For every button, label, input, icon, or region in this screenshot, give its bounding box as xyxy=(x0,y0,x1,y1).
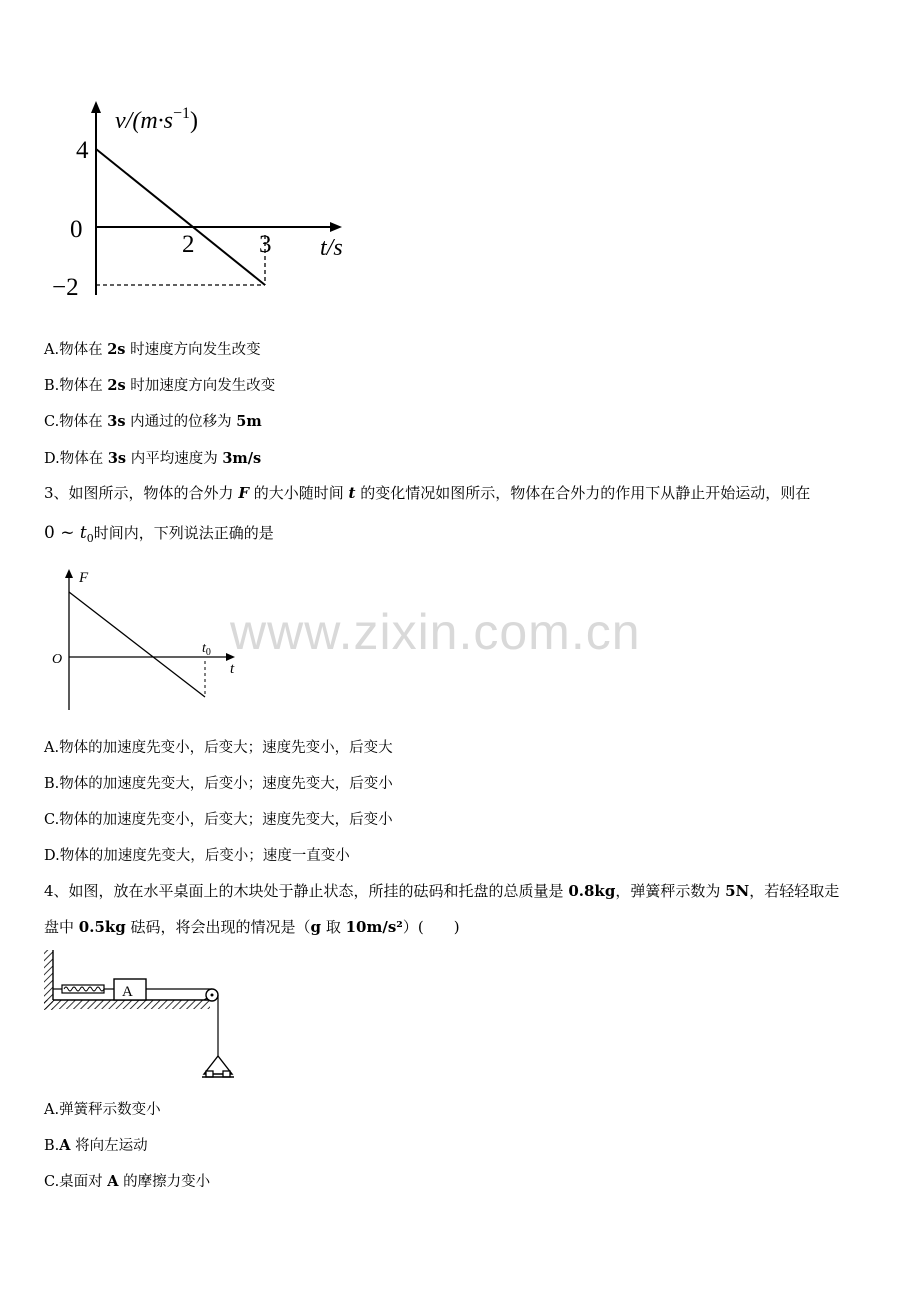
stem-text: ）( ) xyxy=(402,918,460,936)
x-axis-arrow xyxy=(330,222,342,232)
stem-text: ，若轻轻取走 xyxy=(749,882,840,900)
q2-option-c[interactable] xyxy=(44,410,262,431)
option-text: C.桌面对 xyxy=(44,1174,108,1190)
option-bold: 5m xyxy=(236,413,262,430)
option-text: A.物体在 xyxy=(44,342,108,358)
y-tick-minus2: −2 xyxy=(52,274,79,301)
stem-bold: g xyxy=(310,918,322,936)
stem-bold: 0.8kg xyxy=(568,882,616,900)
x-axis-label: t/s xyxy=(320,235,343,261)
q4-stem-line2 xyxy=(44,916,460,937)
option-text: 将向左运动 xyxy=(70,1138,148,1154)
y-axis-arrow xyxy=(91,101,101,113)
stem-bold: 0.5kg xyxy=(78,918,126,936)
option-bold: 3s xyxy=(107,413,126,430)
q2-option-d[interactable] xyxy=(44,447,261,468)
q3-option-b[interactable]: B.物体的加速度先变大，后变小；速度先变大，后变小 xyxy=(44,776,393,792)
x-axis-label: t xyxy=(230,661,235,677)
option-bold: 2s xyxy=(107,341,126,358)
t0-label: $t_0$ xyxy=(202,641,211,658)
y-tick-4: 4 xyxy=(76,137,89,164)
weight xyxy=(206,1071,213,1077)
option-text: C.物体在 xyxy=(44,414,108,430)
option-text: 时加速度方向发生改变 xyxy=(125,378,276,394)
y-axis-arrow xyxy=(65,569,73,578)
velocity-line xyxy=(96,149,265,285)
stem-text: 3、如图所示，物体的合外力 xyxy=(44,484,239,502)
stem-var-t: t xyxy=(348,484,356,502)
x-tick-3: 3 xyxy=(259,231,272,258)
velocity-time-graph xyxy=(40,95,370,310)
origin-label: 0 xyxy=(70,216,83,243)
pulley-diagram xyxy=(42,948,252,1083)
option-bold: A xyxy=(107,1173,119,1190)
stem-text: ，弹簧秤示数为 xyxy=(615,882,726,900)
stem-text: 时间内，下列说法正确的是 xyxy=(93,524,274,542)
option-bold: A xyxy=(59,1137,71,1154)
range-text: 0 ~ xyxy=(44,523,80,543)
option-text: B. xyxy=(44,1138,60,1154)
stem-text: 取 xyxy=(321,918,346,936)
option-text: 的摩擦力变小 xyxy=(118,1174,211,1190)
stem-text: 砝码，将会出现的情况是（ xyxy=(125,918,311,936)
stem-var-f: F xyxy=(238,484,249,502)
stem-text: 的变化情况如图所示，物体在合外力的作用下从静止开始运动，则在 xyxy=(355,484,811,502)
table xyxy=(44,1000,210,1009)
q3-stem-line1 xyxy=(44,482,810,503)
force-time-graph xyxy=(45,565,255,715)
stem-text: 4、如图，放在水平桌面上的木块处于静止状态，所挂的砝码和托盘的总质量是 xyxy=(44,882,569,900)
option-text: 时速度方向发生改变 xyxy=(125,342,261,358)
option-text: 内通过的位移为 xyxy=(125,414,237,430)
q3-option-c[interactable]: C.物体的加速度先变小，后变大；速度先变大，后变小 xyxy=(44,812,393,828)
force-line xyxy=(69,592,205,697)
range-var: t xyxy=(79,523,87,543)
y-axis-label: F xyxy=(79,570,89,586)
option-text: 内平均速度为 xyxy=(126,451,223,467)
q2-option-a[interactable] xyxy=(44,338,261,359)
q4-option-c[interactable] xyxy=(44,1170,210,1191)
q3-stem-line2 xyxy=(44,522,274,545)
option-bold: 3s xyxy=(107,450,127,467)
q4-option-b[interactable] xyxy=(44,1134,148,1155)
q4-option-a[interactable] xyxy=(44,1098,161,1119)
option-text: A.弹簧秤示数变小 xyxy=(44,1102,161,1118)
q4-stem-line1 xyxy=(44,880,839,901)
origin-label: O xyxy=(52,652,63,667)
block-label: A xyxy=(122,984,133,1000)
q3-option-d[interactable]: D.物体的加速度先变大，后变小；速度一直变小 xyxy=(44,848,350,864)
stem-text: 盘中 xyxy=(44,918,79,936)
watermark: www.zixin.com.cn xyxy=(230,604,641,660)
range-sub: 0 xyxy=(86,532,94,545)
stem-bold: 5N xyxy=(725,882,750,900)
weight xyxy=(223,1071,230,1077)
option-bold: 2s xyxy=(107,377,126,394)
y-axis-label: $v/(m\cdot s^{-1})$ xyxy=(115,105,199,134)
option-text: D.物体在 xyxy=(44,451,108,467)
x-tick-2: 2 xyxy=(182,231,195,258)
q3-option-a[interactable]: A.物体的加速度先变小，后变大；速度先变小，后变大 xyxy=(44,740,393,756)
option-bold: 3m/s xyxy=(222,450,262,467)
option-text: B.物体在 xyxy=(44,378,108,394)
stem-bold: 10m/s² xyxy=(345,918,403,936)
stem-text: 的大小随时间 xyxy=(248,484,349,502)
q2-option-b[interactable] xyxy=(44,374,275,395)
pulley-axle xyxy=(211,994,214,997)
